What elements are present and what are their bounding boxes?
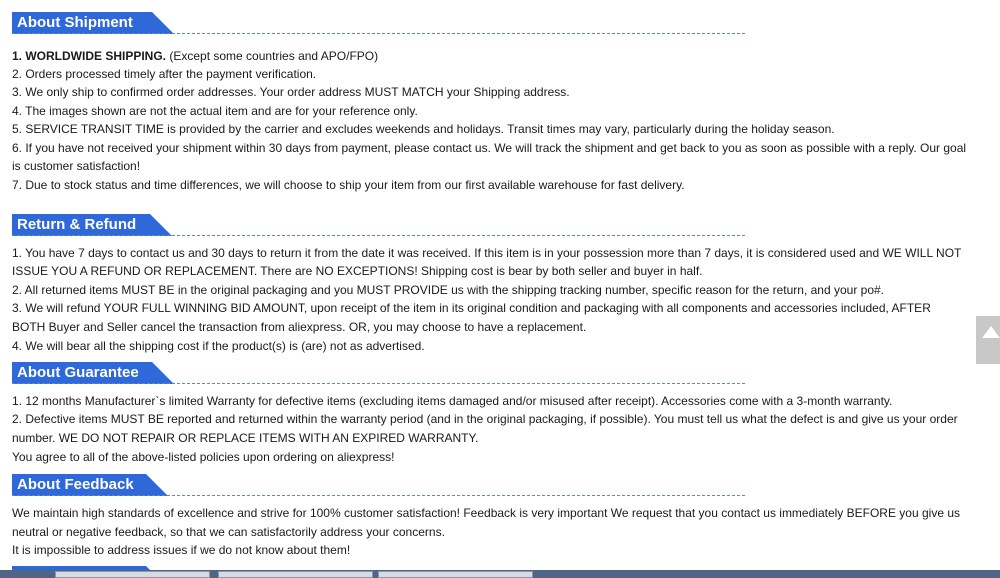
shipment-line: 6. If you have not received your shipment within 30 days from payment, please contact us. We will track the shipment and get back to you as soon as possible with a reply. Our goal (12, 141, 967, 155)
refund-line: 1. You have 7 days to contact us and 30 days to return it from the date it was received. If this item is in your possession more than 7 days, it is considered used and WE WILL NOT (12, 246, 962, 260)
refund-section-title: Return & Refund (12, 214, 150, 236)
refund-line: 2. All returned items MUST BE in the original packaging and you MUST PROVIDE us with the shipping tracking number, specific reason for the return, and your po#. (12, 283, 884, 297)
section-divider (12, 383, 745, 384)
guarantee-section-title: About Guarantee (12, 362, 152, 384)
shipment-line: 2. Orders processed timely after the payment verification. (12, 67, 317, 81)
shipment-line: 5. SERVICE TRANSIT TIME is provided by the carrier and excludes weekends and holidays. Transit times may vary, particularly during the holiday season. (12, 122, 835, 136)
section-divider (12, 495, 745, 496)
guarantee-line: number. WE DO NOT REPAIR OR REPLACE ITEMS WITH AN EXPIRED WARRANTY. (12, 431, 479, 445)
refund-line: 3. We will refund YOUR FULL WINNING BID AMOUNT, upon receipt of the item in its original condition and packaging with all components and accessories included, AFTER (12, 301, 931, 315)
refund-line: 4. We will bear all the shipping cost if the product(s) is (are) not as advertised. (12, 339, 425, 353)
taskbar-button[interactable] (218, 571, 373, 578)
shipment-line: 1. WORLDWIDE SHIPPING. (Except some countries and APO/FPO) (12, 49, 379, 63)
taskbar-button[interactable] (378, 571, 533, 578)
guarantee-section-header (12, 362, 745, 384)
feedback-line: It is impossible to address issues if we do not know about them! (12, 543, 351, 557)
shipment-line: 7. Due to stock status and time differences, we will choose to ship your item from our first available warehouse for fast delivery. (12, 178, 685, 192)
shipment-line: is customer satisfaction! (12, 159, 141, 173)
feedback-section-title: About Feedback (12, 474, 146, 496)
shipment-line: 3. We only ship to confirmed order addresses. Your order address MUST MATCH your Shipping address. (12, 85, 570, 99)
feedback-line: We maintain high standards of excellence and strive for 100% customer satisfaction! Feedback is very important We request that you contact us immediately BEFORE you give us (12, 506, 961, 520)
refund-section-header (12, 214, 745, 236)
guarantee-line: 1. 12 months Manufacturer`s limited Warranty for defective items (excluding items damaged and/or misused after receipt). Accessories come with a 3-month warranty. (12, 394, 893, 408)
guarantee-line: You agree to all of the above-listed policies upon ordering on aliexpress! (12, 450, 395, 464)
refund-line: BOTH Buyer and Seller cancel the transaction from aliexpress. OR, you may choose to have a replacement. (12, 320, 587, 334)
guarantee-line: 2. Defective items MUST BE reported and returned within the warranty period (and in the original packaging, if possible). You must tell us what the defect is and give us your order (12, 412, 958, 426)
feedback-line: neutral or negative feedback, so that we can satisfactorily address your concerns. (12, 525, 445, 539)
shipment-section-title: About Shipment (12, 12, 152, 34)
shipment-section-header (12, 12, 745, 34)
refund-line: ISSUE YOU A REFUND OR REPLACEMENT. There are NO EXCEPTIONS! Shipping cost is bear by both seller and buyer in half. (12, 264, 703, 278)
taskbar (0, 570, 1000, 578)
section-divider (12, 235, 745, 236)
feedback-section-header (12, 474, 745, 496)
shipment-line: 4. The images shown are not the actual item and are for your reference only. (12, 104, 418, 118)
scroll-up-arrow-icon[interactable] (976, 316, 1000, 364)
taskbar-button[interactable] (55, 571, 210, 578)
section-divider (12, 33, 745, 34)
